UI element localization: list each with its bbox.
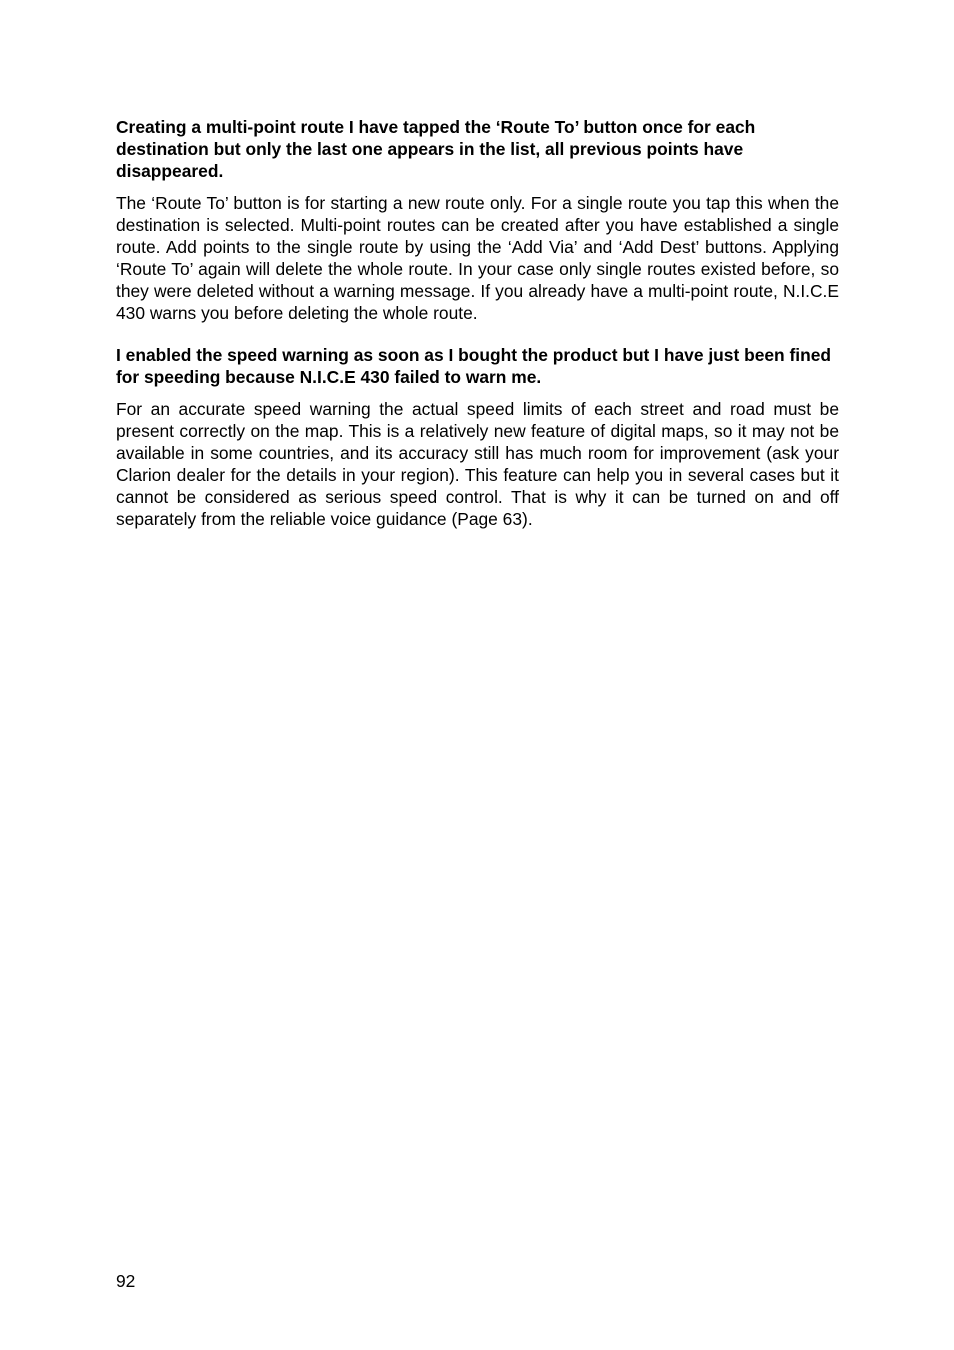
faq-content [116, 116, 839, 530]
faq-question-multi-point-route: Creating a multi-point route I have tapped the ‘Route To’ button once for each destination but only the last one appears in the list, all previous points have disappeared. [116, 117, 756, 181]
faq-question-speed-warning: I enabled the speed warning as soon as I bought the product but I have just been fined for speeding because N.I.C.E 430 failed to warn me. [116, 345, 832, 387]
faq-answer-multi-point-route: The ‘Route To’ button is for starting a new route only. For a single route you tap this when the destination is selected. Multi-point routes can be created after you have established a single route. Add points to the single route by using the ‘Add Via’ and ‘Add Dest’ buttons. Applying ‘Route To’ again will delete the whole route. In your case only single routes existed before, so they were deleted without a warning message. If you already have a multi-point route, N.I.C.E 430 warns you before deleting the whole route. [116, 193, 839, 323]
faq-answer-speed-warning: For an accurate speed warning the actual speed limits of each street and road must be present correctly on the map. This is a relatively new feature of digital maps, so it may not be available in some countries, and its accuracy still has much room for improvement (ask your Clarion dealer for the details in your region). This feature can help you in several cases but it cannot be considered as serious speed control. That is why it can be turned on and off separately from the reliable voice guidance (Page 63). [116, 399, 839, 529]
page-number: 92 [116, 1271, 136, 1291]
